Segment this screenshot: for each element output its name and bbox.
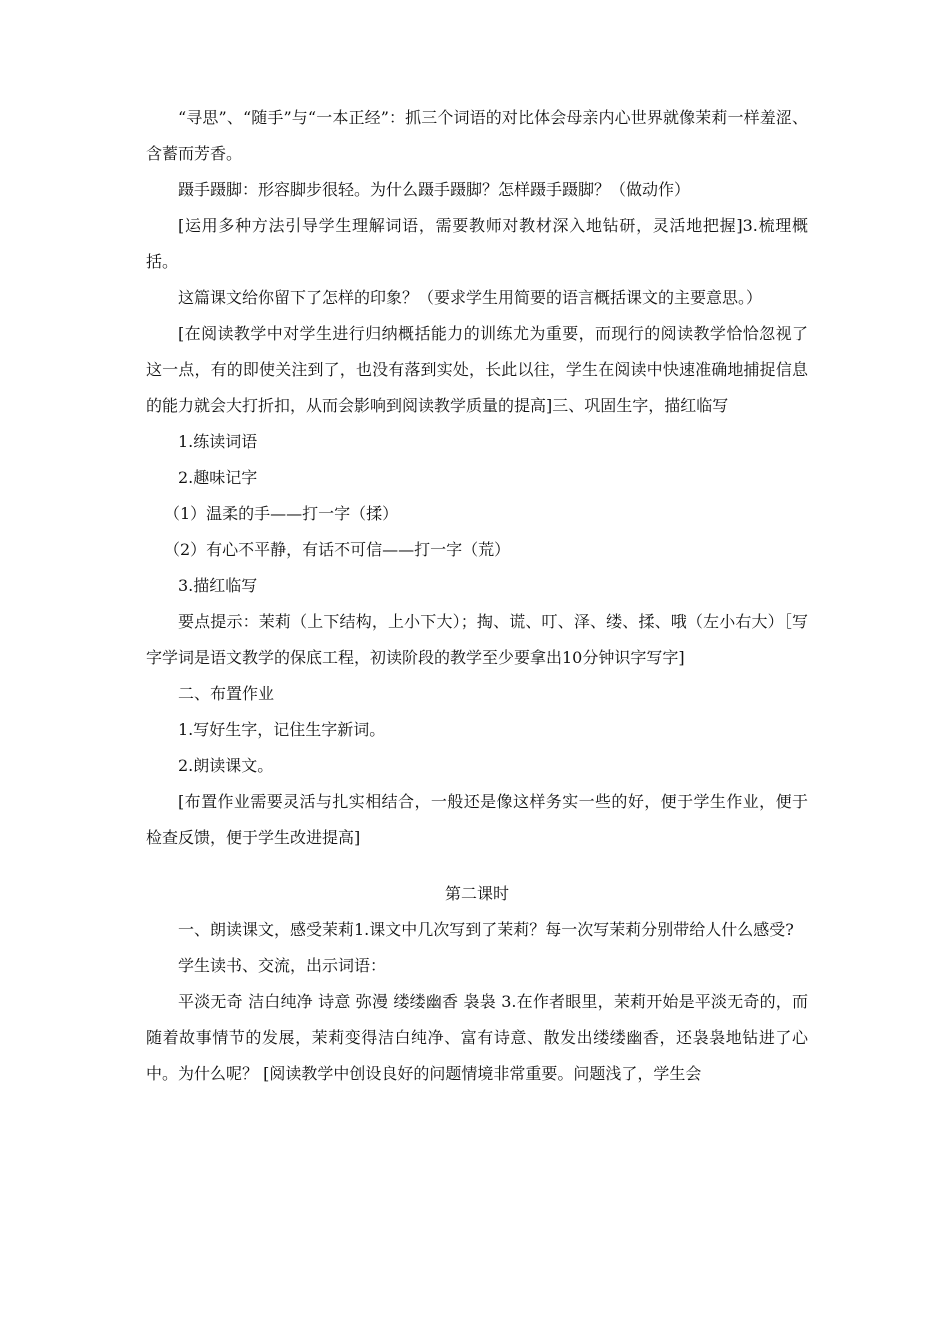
list-item-fun-memorize: 2.趣味记字 <box>178 468 258 487</box>
paragraph-tiptoe: 蹑手蹑脚：形容脚步很轻。为什么蹑手蹑脚？怎样蹑手蹑脚？（做动作） <box>178 180 691 199</box>
paragraph-key-points: 要点提示：茉莉（上下结构，上小下大）；掏、谎、叮、泽、缕、揉、哦（左小右大）［写字学词是语文教学的保底工程，初读阶段的教学至少要拿出10分钟识字写字] <box>146 612 808 667</box>
paragraph-method-note: [运用多种方法引导学生理解词语，需要教师对教材深入地钻研，灵活地把握]3.梳理概括。 <box>146 216 808 271</box>
list-item-homework-2: 2.朗读课文。 <box>178 756 274 775</box>
paragraph-reading-question: 一、朗读课文，感受茉莉1.课文中几次写到了茉莉？每一次写茉莉分别带给人什么感受? <box>178 920 794 939</box>
list-item-riddle-1: （1）温柔的手——打一字（揉） <box>164 504 399 523</box>
document-page <box>146 100 808 1092</box>
list-item-riddle-2: （2）有心不平静，有话不可信——打一字（荒） <box>164 540 511 559</box>
paragraph-homework-note: [布置作业需要灵活与扎实相结合，一般还是像这样务实一些的好，便于学生作业，便于检查反馈，便于学生改进提高] <box>146 792 808 847</box>
paragraph-impression-question: 这篇课文给你留下了怎样的印象？（要求学生用简要的语言概括课文的主要意思。） <box>178 288 763 307</box>
list-item-homework-1: 1.写好生字，记住生字新词。 <box>178 720 386 739</box>
list-item-tracing: 3.描红临写 <box>178 576 258 595</box>
paragraph-student-exchange: 学生读书、交流，出示词语： <box>178 956 387 975</box>
section-homework: 二、布置作业 <box>178 684 275 703</box>
paragraph-word-list: 平淡无奇 洁白纯净 诗意 弥漫 缕缕幽香 袅袅 3.在作者眼里，茉莉开始是平淡无奇的，而随着故事情节的发展，茉莉变得洁白纯净、富有诗意、散发出缕缕幽香，还袅袅地钻进了心中。为什么呢？ [阅读教学中创设良好的问题情境非常重要。问题浅了，学生会 <box>146 992 808 1083</box>
list-item-read-words: 1.练读词语 <box>178 432 258 451</box>
paragraph-word-contrast: “寻思”、“随手”与“一本正经”：抓三个词语的对比体会母亲内心世界就像茉莉一样羞涩、含蓄而芳香。 <box>146 108 808 163</box>
paragraph-summary-note: [在阅读教学中对学生进行归纳概括能力的训练尤为重要，而现行的阅读教学恰恰忽视了这一点，有的即使关注到了，也没有落到实处，长此以往，学生在阅读中快速准确地捕捉信息的能力就会大打折扣，从而会影响到阅读教学质量的提高]三、巩固生字，描红临写 <box>146 324 808 415</box>
section-title: 第二课时 <box>444 884 509 903</box>
